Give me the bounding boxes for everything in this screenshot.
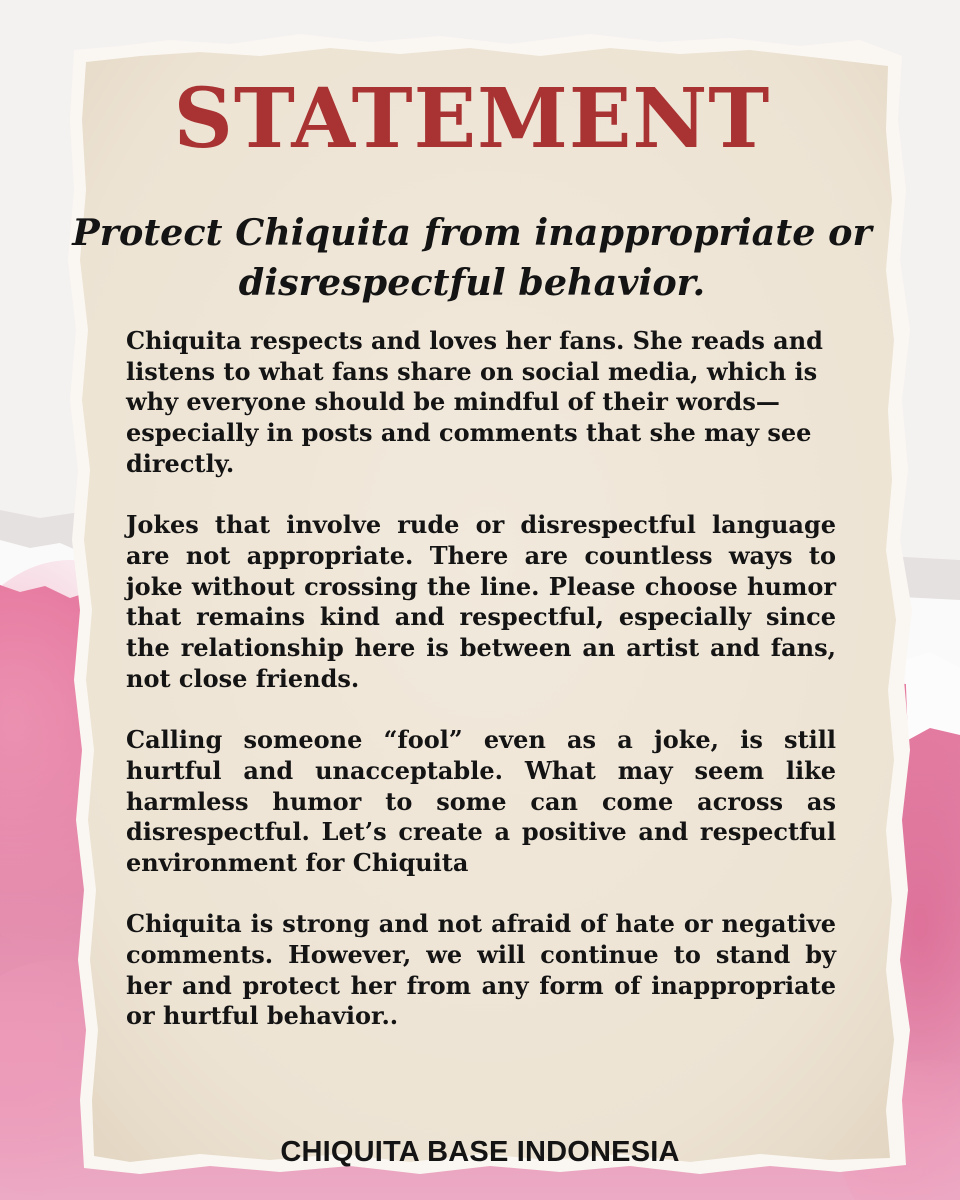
paragraph-2: Jokes that involve rude or disrespectful language are not appropriate. There are countless ways to joke without crossing the line. Please choose humor that remains kind and respectful, especially since the relationship here is between an artist and fans, not close friends.	[126, 510, 836, 693]
paragraph-4: Chiquita is strong and not afraid of hate or negative comments. However, we will continue to stand by her and protect her from any form of inappropriate or hurtful behavior..	[126, 909, 836, 1031]
paragraph-1: Chiquita respects and loves her fans. She reads and listens to what fans share on social media, which is why everyone should be mindful of their words—especially in posts and comments that she may see directly.	[126, 326, 823, 478]
page-title: STATEMENT	[173, 71, 771, 167]
statement-body	[126, 326, 836, 1032]
footer-signature: CHIQUITA BASE INDONESIA	[280, 1136, 680, 1168]
paragraph-3: Calling someone “fool” even as a joke, is still hurtful and unacceptable. What may seem like harmless humor to some can come across as disrespectful. Let’s create a positive and respectful environment for Chiquita	[126, 725, 836, 877]
subtitle: Protect Chiquita from inappropriate or disrespectful behavior.	[72, 211, 872, 304]
